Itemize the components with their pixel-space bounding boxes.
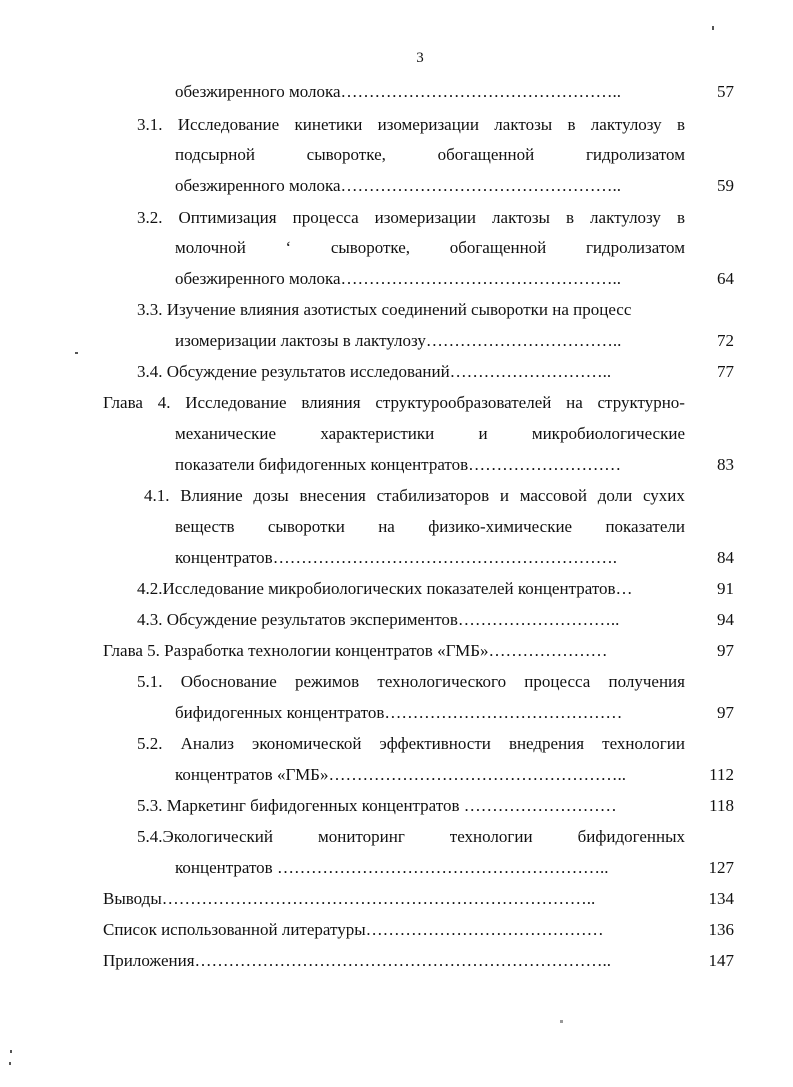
- toc-entry-text: 5.1. Обоснование режимов технологического процесса получения: [137, 672, 685, 691]
- toc-entry-text: показатели бифидогенных концентратов………………………: [175, 455, 622, 474]
- toc-page-number: 97: [717, 641, 734, 660]
- toc-page-number: 118: [709, 796, 734, 815]
- toc-entry-text: обезжиренного молока…………………………………………..: [175, 176, 622, 195]
- toc-page-number: 127: [708, 858, 734, 877]
- scan-speck: [9, 1062, 11, 1065]
- toc-entry-text: Приложения………………………………………………………………..: [103, 951, 612, 970]
- toc-entry-text: 5.2. Анализ экономической эффективности внедрения технологии: [137, 734, 685, 753]
- toc-entry-text: 4.3. Обсуждение результатов экспериментов………………………..: [137, 610, 620, 629]
- toc-page-number: 136: [708, 920, 734, 939]
- scan-speck: [75, 352, 78, 354]
- toc-entry-text: 3.1. Исследование кинетики изомеризации лактозы в лактулозу в: [137, 115, 685, 134]
- page-number: 3: [416, 50, 424, 66]
- toc-entry-text: обезжиренного молока…………………………………………..: [175, 269, 622, 288]
- toc-entry-text: 5.3. Маркетинг бифидогенных концентратов ………………………: [137, 796, 617, 815]
- toc-entry-text: 3.2. Оптимизация процесса изомеризации лактозы в лактулозу в: [137, 208, 685, 227]
- toc-page-number: 147: [708, 951, 734, 970]
- toc-page-number: 94: [717, 610, 734, 629]
- toc-entry-text: концентратов …………………………………………………..: [175, 858, 609, 877]
- toc-page-number: 83: [717, 455, 734, 474]
- toc-entry-text: 4.1. Влияние дозы внесения стабилизаторов и массовой доли сухих: [144, 486, 685, 505]
- toc-page-number: 134: [708, 889, 734, 908]
- toc-entry-text: 5.4.Экологический мониторинг технологии бифидогенных: [137, 827, 685, 846]
- scan-speck: [712, 26, 714, 30]
- toc-entry-text: Выводы…………………………………………………………………..: [103, 889, 596, 908]
- toc-entry-text: бифидогенных концентратов……………………………………: [175, 703, 623, 722]
- toc-page-number: 77: [717, 362, 734, 381]
- toc-entry-text: обезжиренного молока…………………………………………..: [175, 82, 622, 101]
- toc-entry-text: концентратов…………………………………………………….: [175, 548, 617, 567]
- toc-page-number: 57: [717, 82, 734, 101]
- toc-entry-text: концентратов «ГМБ»……………………………………………..: [175, 765, 626, 784]
- scan-speck: [560, 1020, 563, 1023]
- toc-entry-text: изомеризации лактозы в лактулозу……………………………..: [175, 331, 622, 350]
- toc-entry-text: 3.4. Обсуждение результатов исследований………………………..: [137, 362, 612, 381]
- toc-entry-text: 4.2.Исследование микробиологических показателей концентратов…: [137, 579, 633, 598]
- toc-entry-text: Глава 5. Разработка технологии концентратов «ГМБ»…………………: [103, 641, 608, 660]
- toc-entry-text: механические характеристики и микробиологические: [175, 424, 685, 443]
- toc-entry-text: Список использованной литературы……………………………………: [103, 920, 604, 939]
- toc-page-number: 97: [717, 703, 734, 722]
- toc-page-number: 91: [717, 579, 734, 598]
- toc-entry-text: молочной ʻ сыворотке, обогащенной гидролизатом: [175, 238, 685, 257]
- toc-page-number: 72: [717, 331, 734, 350]
- toc-entry-text: подсырной сыворотке, обогащенной гидролизатом: [175, 145, 685, 164]
- toc-page-number: 64: [717, 269, 734, 288]
- toc-entry-text: веществ сыворотки на физико-химические показатели: [175, 517, 685, 536]
- scan-speck: [10, 1050, 12, 1053]
- toc-entry-text: 3.3. Изучение влияния азотистых соединений сыворотки на процесс: [137, 300, 632, 319]
- toc-page-number: 59: [717, 176, 734, 195]
- toc-page-number: 84: [717, 548, 734, 567]
- toc-page-number: 112: [709, 765, 734, 784]
- toc-entry-text: Глава 4. Исследование влияния структурообразователей на структурно-: [103, 393, 685, 412]
